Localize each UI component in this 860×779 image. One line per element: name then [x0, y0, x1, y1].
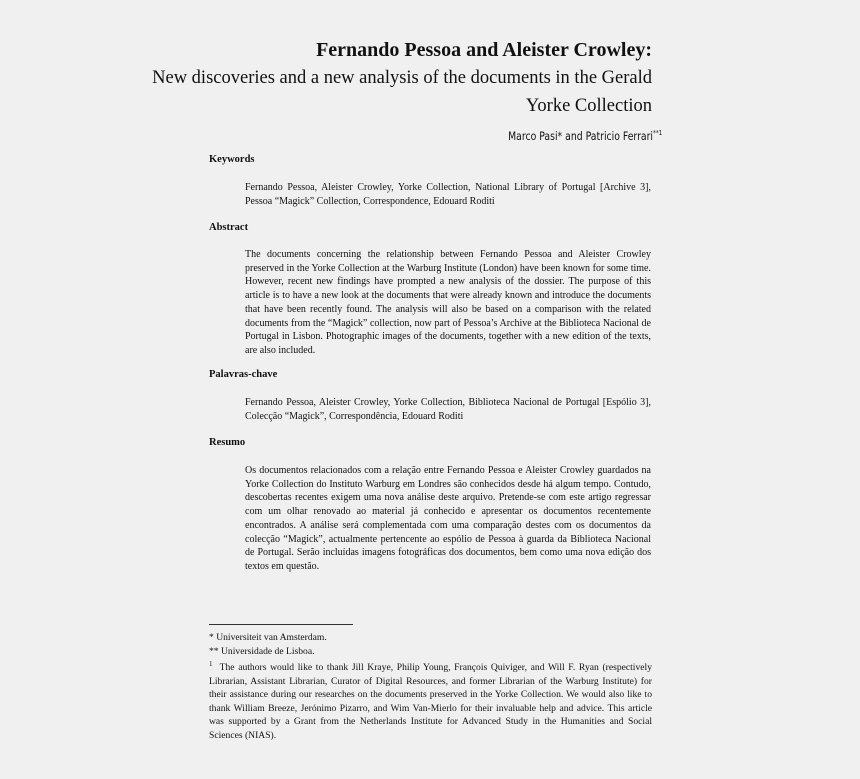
author-footnote-marker: **1 [652, 129, 662, 138]
paper-title: Fernando Pessoa and Aleister Crowley: [316, 39, 652, 61]
resumo-heading: Resumo [209, 437, 246, 448]
resumo-text: Os documentos relacionados com a relação entre Fernando Pessoa e Aleister Crowley guardados na Yorke Collection do Instituto Warburg em Londres são conhecidos desde há algum tempo. Contudo, descobertas recentes exigem uma nova análise deste arquivo. Pretende-se com este artigo regressar com um olhar renovado ao material já conhecido e apresentar os documentos recentemente encontrados. A análise será complementada com uma comparação destes com os documentos da colecção “Magick”, actualmente pertencente ao espólio de Pessoa à guarda da Biblioteca Nacional de Portugal. Serão incluídas imagens fotográficas dos documentos, bem como uma nova edição dos textos em questão. [245, 465, 651, 572]
abstract-text: The documents concerning the relationship between Fernando Pessoa and Aleister Crowley preserved in the Yorke Collection at the Warburg Institute (London) have been known for some time. However, recent new findings have prompted a new analysis of the dossier. The purpose of this article is to have a new look at the documents that were already known and introduce the documents that have been recently found. The analysis will also be based on a comparison with the related documents from the “Magick” collection, now part of Pessoa’s Archive at the Biblioteca Nacional de Portugal in Lisbon. Photographic images of the documents, together with a new edition of the texts, are also included. [245, 249, 651, 356]
keywords-text: Fernando Pessoa, Aleister Crowley, Yorke Collection, National Library of Portugal [Archive 3], Pessoa “Magick” Collection, Correspondence, Edouard Roditi [245, 182, 651, 207]
footnote-marker: ** [209, 645, 219, 657]
footnote-marker: 1 [209, 660, 213, 668]
footnote-text: Universiteit van Amsterdam. [216, 632, 327, 643]
keywords-heading: Keywords [209, 154, 255, 165]
author-names: Marco Pasi* and Patricio Ferrari [507, 129, 653, 143]
footnote-affiliation-1 [209, 631, 652, 645]
footnote-affiliation-2 [209, 645, 652, 659]
footnote-acknowledgements [209, 658, 652, 742]
footnote-text: Universidade de Lisboa. [221, 645, 315, 657]
palavras-chave-text: Fernando Pessoa, Aleister Crowley, Yorke Collection, Biblioteca Nacional de Portugal [Espólio 3], Colecção “Magick”, Correspondência, Edouard Roditi [245, 397, 651, 422]
footnotes [209, 631, 652, 742]
footnote-marker: * [209, 632, 214, 643]
footnote-divider [209, 624, 353, 625]
paper-subtitle: New discoveries and a new analysis of the documents in the Gerald Yorke Collection [152, 68, 652, 116]
abstract-heading: Abstract [209, 222, 249, 233]
footnote-text: The authors would like to thank Jill Kraye, Philip Young, François Quiviger, and Will F. Ryan (respectively Librarian, Assistant Librarian, Curator of Digital Resources, and former Librarian of the Warburg Institute) for their assistance during our researches on the documents preserved in the Yorke Collection. We would also like to thank William Breeze, Jerónimo Pizarro, and Wim Van-Mierlo for their invaluable help and advice. This article was supported by a Grant from the Netherlands Institute for Advanced Study in the Humanities and Social Sciences (NIAS). [209, 662, 652, 741]
palavras-chave-heading: Palavras-chave [209, 369, 278, 380]
author-line [508, 129, 662, 143]
